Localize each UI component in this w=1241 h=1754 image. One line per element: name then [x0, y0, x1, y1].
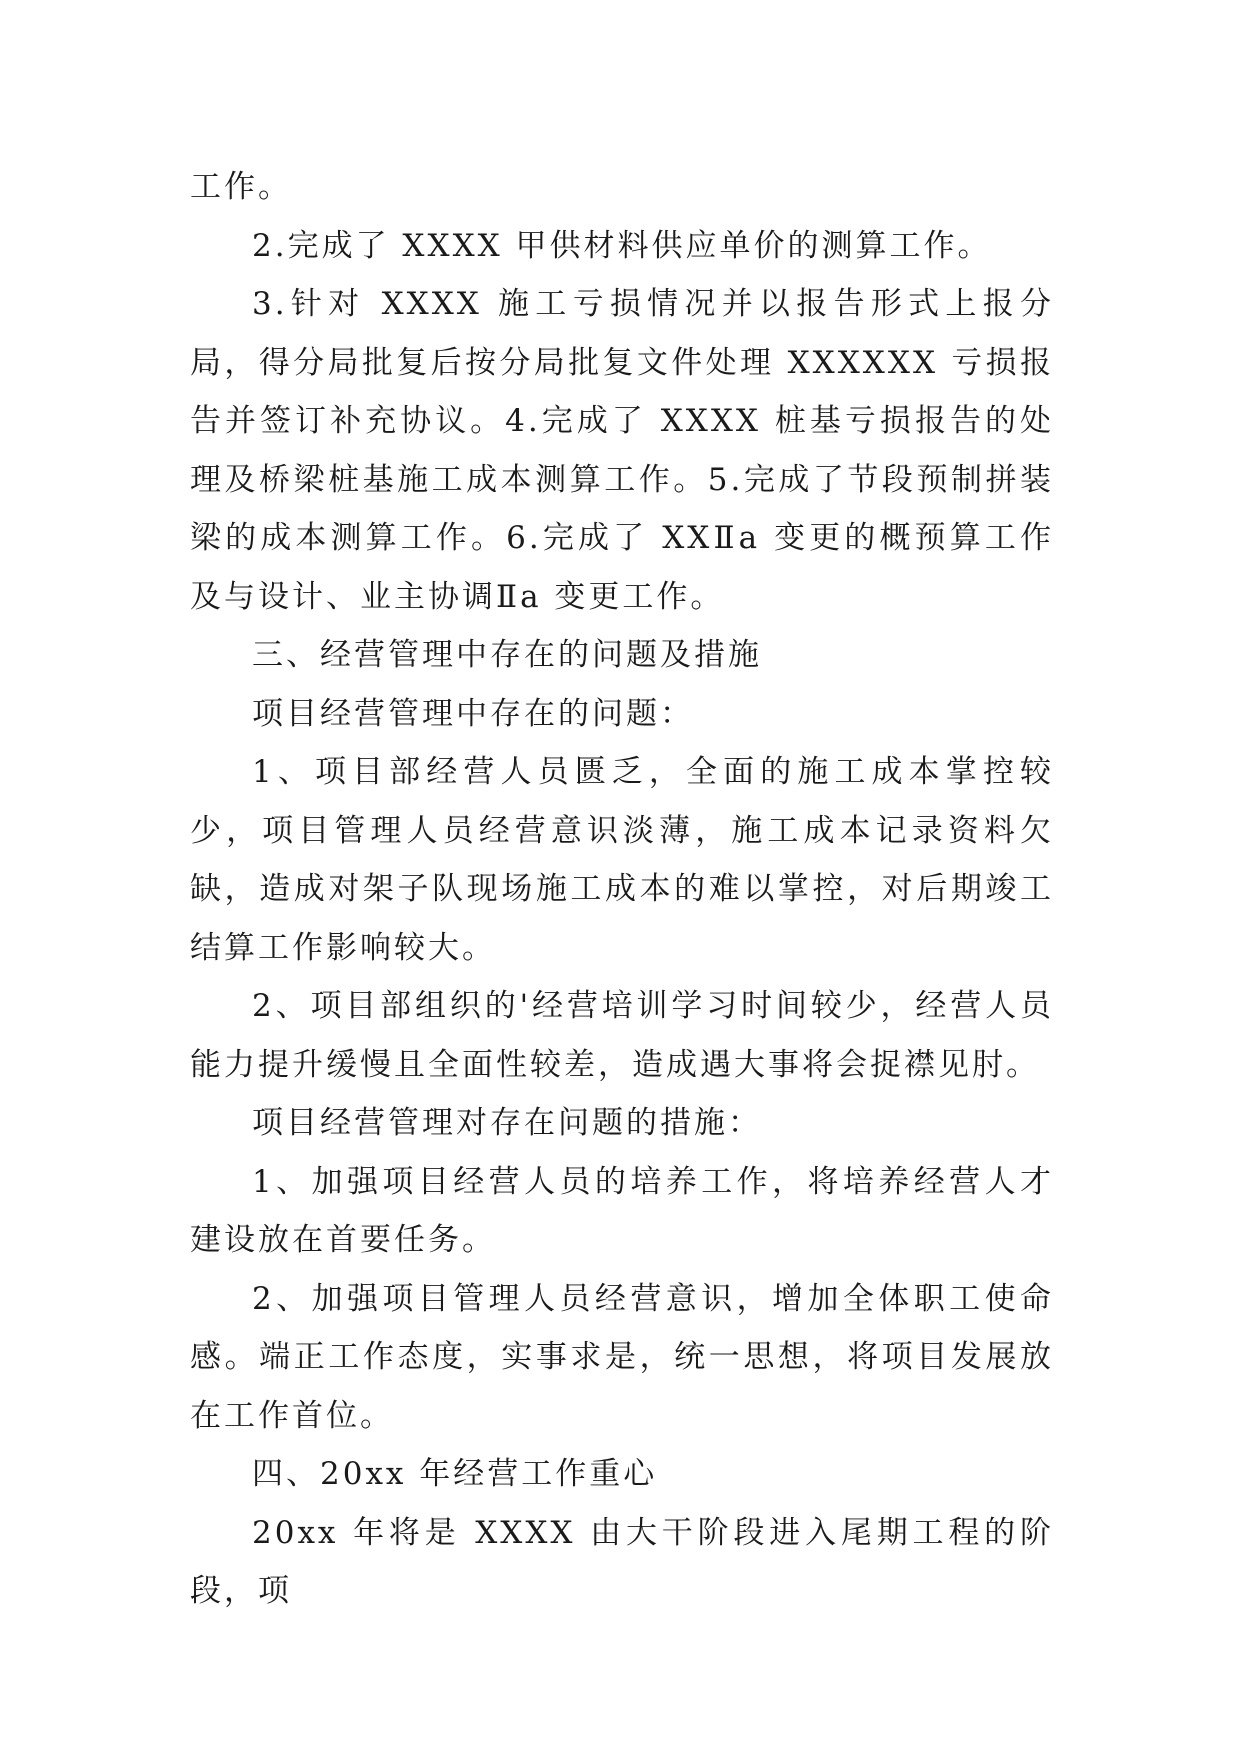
document-body	[190, 158, 1054, 1621]
section-heading: 四、20xx 年经营工作重心	[252, 1456, 658, 1492]
paragraph: 20xx 年将是 XXXX 由大干阶段进入尾期工程的阶段，项	[190, 1514, 1054, 1609]
section-heading: 三、经营管理中存在的问题及措施	[252, 637, 762, 673]
paragraph: 1、加强项目经营人员的培养工作，将培养经营人才建设放在首要任务。	[190, 1163, 1054, 1258]
paragraph: 2.完成了 XXXX 甲供材料供应单价的测算工作。	[252, 227, 992, 264]
paragraph: 2、项目部组织的'经营培训学习时间较少，经营人员能力提升缓慢且全面性较差，造成遇大事将会捉襟见肘。	[190, 988, 1054, 1083]
subsection-heading: 项目经营管理对存在问题的措施：	[252, 1105, 762, 1141]
subsection-heading: 项目经营管理中存在的问题：	[252, 695, 694, 732]
paragraph: 3.针对 XXXX 施工亏损情况并以报告形式上报分局，得分局批复后按分局批复文件处理 XXXXXX 亏损报告并签订补充协议。4.完成了 XXXX 桩基亏损报告的处理及桥梁桩基施工成本测算工作。5.完成了节段预制拼装梁的成本测算工作。6.完成了 XXⅡa 变更的概预算工作及与设计、业主协调Ⅱa 变更工作。	[190, 286, 1054, 615]
paragraph: 工作。	[190, 169, 292, 205]
paragraph: 1、项目部经营人员匮乏，全面的施工成本掌控较少，项目管理人员经营意识淡薄，施工成本记录资料欠缺，造成对架子队现场施工成本的难以掌控，对后期竣工结算工作影响较大。	[190, 754, 1054, 966]
paragraph: 2、加强项目管理人员经营意识，增加全体职工使命感。端正工作态度，实事求是，统一思想，将项目发展放在工作首位。	[190, 1280, 1054, 1434]
